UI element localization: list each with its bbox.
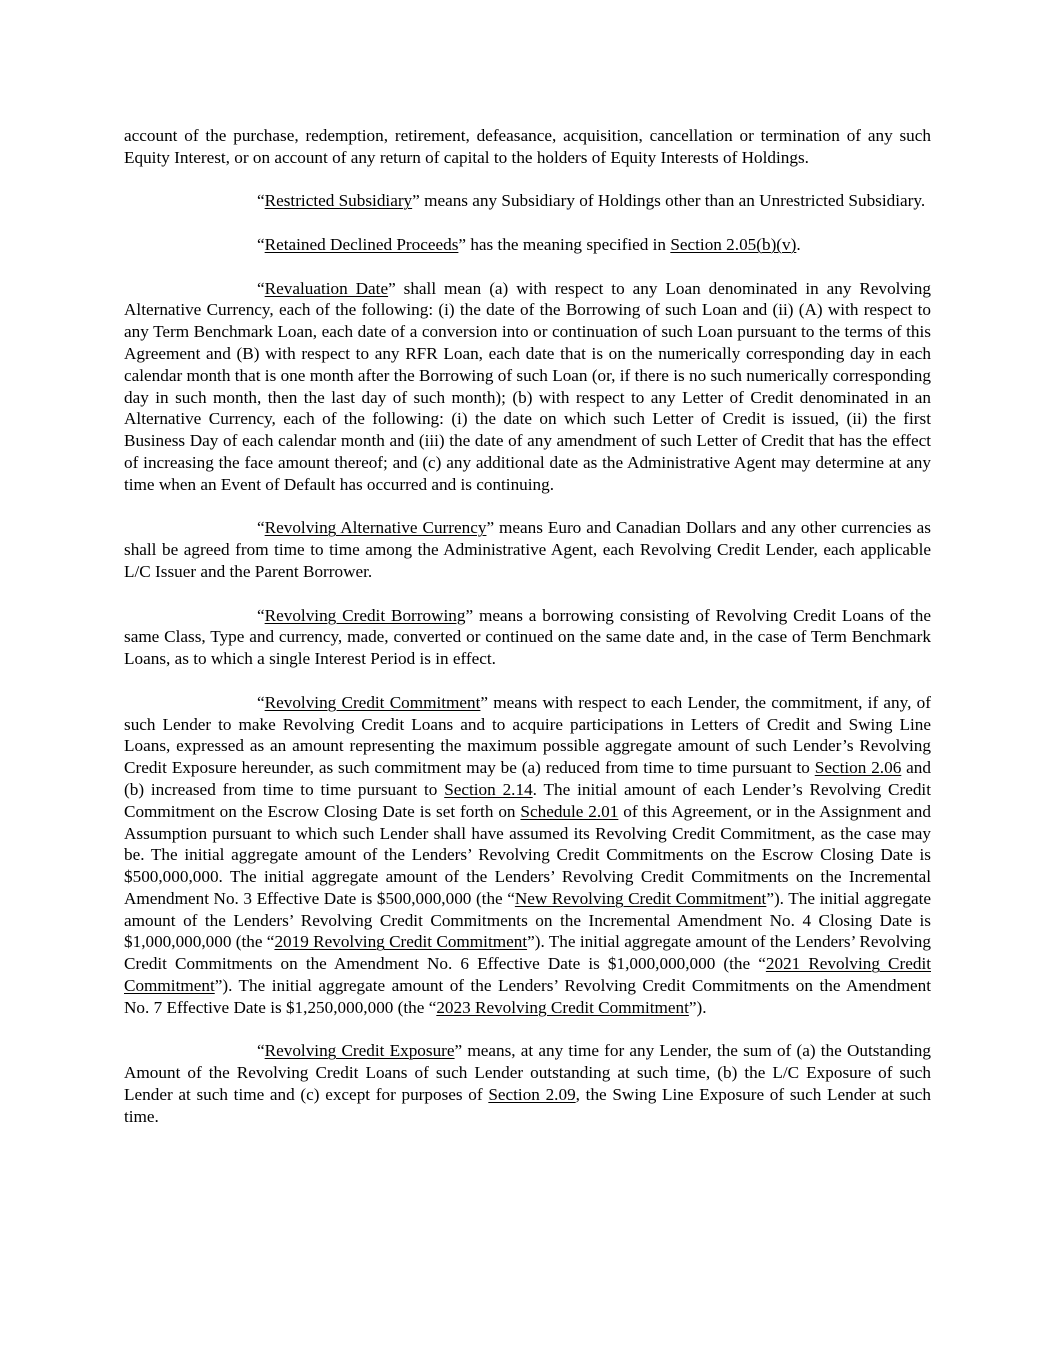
cross-reference: 2023 Revolving Credit Commitment	[436, 997, 689, 1017]
cross-reference: 2021 Revolving Credit Commitment	[124, 954, 931, 996]
paragraph-text: and (b) increased from time to time pursuant to	[124, 758, 931, 799]
paragraph-text: ”). The initial aggregate amount of the Lenders’ Revolving Credit Commitments on the Amendment No. 7 Effective Date is $1,250,000,000 (the “	[124, 976, 931, 1017]
cross-reference: Section 2.14	[444, 779, 533, 799]
defined-term: Revolving Credit Commitment	[264, 692, 481, 712]
defined-term: Revaluation Date	[264, 278, 389, 298]
definition-paragraph-revolving-credit-commitment	[124, 692, 931, 1019]
paragraph-text: “	[257, 191, 265, 211]
paragraph-text: “	[257, 518, 265, 538]
paragraph-text: ” shall mean (a) with respect to any Loan denominated in any Revolving Alternative Currency, each of the following: (i) the date of the Borrowing of such Loan and (ii) (A) with respect to any Term Benchmark Loan, each date of a conversion into or continuation of such Loan pursuant to the terms of this Agreement and (B) with respect to any RFR Loan, each date that is on the numerically corresponding day in each calendar month that is one month after the Borrowing of such Loan (or, if there is no such numerically corresponding day in such month, then the last day of such month); (b) with respect to any Letter of Credit denominated in an Alternative Currency, each of the following: (i) the date on which such Letter of Credit is issued, (ii) the first Business Day of each calendar month and (iii) the date of any amendment of such Letter of Credit that has the effect of increasing the face amount thereof; and (c) any additional date as the Administrative Agent may determine at any time when an Event of Default has occurred and is continuing.	[124, 278, 931, 494]
definition-paragraph-revaluation-date	[124, 278, 931, 496]
paragraph-text: .	[796, 234, 801, 254]
paragraph-text: , the Swing Line Exposure of such Lender at such time.	[124, 1085, 932, 1126]
cross-reference: Section 2.05(b)(v)	[670, 234, 797, 254]
paragraph-text: account of the purchase, redemption, retirement, defeasance, acquisition, cancellation or termination of any such Equity Interest, or on account of any return of capital to the holders of Equity Interests of Holdings.	[124, 126, 931, 167]
paragraph-text: ” means, at any time for any Lender, the sum of (a) the Outstanding Amount of the Revolving Credit Loans of such Lender outstanding at such time, (b) the L/C Exposure of such Lender at such time and (c) except for purposes of	[124, 1041, 931, 1105]
paragraph-text: ”). The initial aggregate amount of the Lenders’ Revolving Credit Commitments on the Incremental Amendment No. 4 Closing Date is $1,000,000,000 (the “	[124, 888, 931, 952]
definition-paragraph-restricted-subsidiary	[124, 190, 931, 212]
paragraph-text: “	[257, 605, 265, 625]
paragraph-text: . The initial amount of each Lender’s Revolving Credit Commitment on the Escrow Closing Date is set forth on	[124, 779, 931, 821]
cross-reference: Section 2.06	[814, 758, 902, 778]
defined-term: Revolving Alternative Currency	[264, 518, 487, 538]
paragraph-text: ”).	[688, 997, 707, 1017]
paragraph-text: ”). The initial aggregate amount of the Lenders’ Revolving Credit Commitments on the Amendment No. 6 Effective Date is $1,000,000,000 (the “	[124, 932, 931, 974]
paragraph-text: ” means with respect to each Lender, the commitment, if any, of such Lender to make Revolving Credit Loans and to acquire participations in Letters of Credit and Swing Line Loans, expressed as an amount representing the maximum possible aggregate amount of such Lender’s Revolving Credit Exposure hereunder, as such commitment may be (a) reduced from time to time pursuant to	[124, 692, 931, 778]
paragraph-text: ” means Euro and Canadian Dollars and any other currencies as shall be agreed from time to time among the Administrative Agent, each Revolving Credit Lender, each applicable L/C Issuer and the Parent Borrower.	[124, 518, 931, 581]
defined-term: Restricted Subsidiary	[264, 191, 413, 211]
cross-reference: 2019 Revolving Credit Commitment	[274, 932, 528, 952]
defined-term: Retained Declined Proceeds	[264, 234, 459, 254]
paragraph-text: “	[257, 1041, 265, 1061]
paragraph-text: of this Agreement, or in the Assignment and Assumption pursuant to which such Lender shall have assumed its Revolving Credit Commitment, as the case may be. The initial aggregate amount of the Lenders’ Revolving Credit Commitments on the Escrow Closing Date is $500,000,000. The initial aggregate amount of the Lenders’ Revolving Credit Commitments on the Incremental Amendment No. 3 Effective Date is $500,000,000 (the “	[124, 801, 931, 908]
definition-paragraph-revolving-credit-borrowing	[124, 605, 931, 670]
definition-paragraph-retained-declined-proceeds	[124, 234, 931, 256]
continuation-paragraph	[124, 125, 931, 169]
cross-reference: Schedule 2.01	[520, 801, 619, 821]
paragraph-text: ” means any Subsidiary of Holdings other than an Unrestricted Subsidiary.	[412, 191, 926, 211]
paragraph-text: “	[257, 692, 265, 712]
paragraph-text: ” means a borrowing consisting of Revolving Credit Loans of the same Class, Type and currency, made, converted or continued on the same date and, in the case of Term Benchmark Loans, as to which a single Interest Period is in effect.	[124, 605, 932, 669]
cross-reference: New Revolving Credit Commitment	[514, 888, 767, 908]
paragraph-text: “	[257, 234, 265, 254]
cross-reference: Section 2.09	[488, 1085, 576, 1105]
paragraph-text: “	[257, 278, 265, 298]
defined-term: Revolving Credit Exposure	[264, 1041, 455, 1061]
definition-paragraph-revolving-alternative-currency	[124, 517, 931, 582]
defined-term: Revolving Credit Borrowing	[264, 605, 466, 625]
definition-paragraph-revolving-credit-exposure	[124, 1040, 931, 1127]
document-page	[124, 125, 931, 1149]
paragraph-text: ” has the meaning specified in	[458, 234, 671, 254]
